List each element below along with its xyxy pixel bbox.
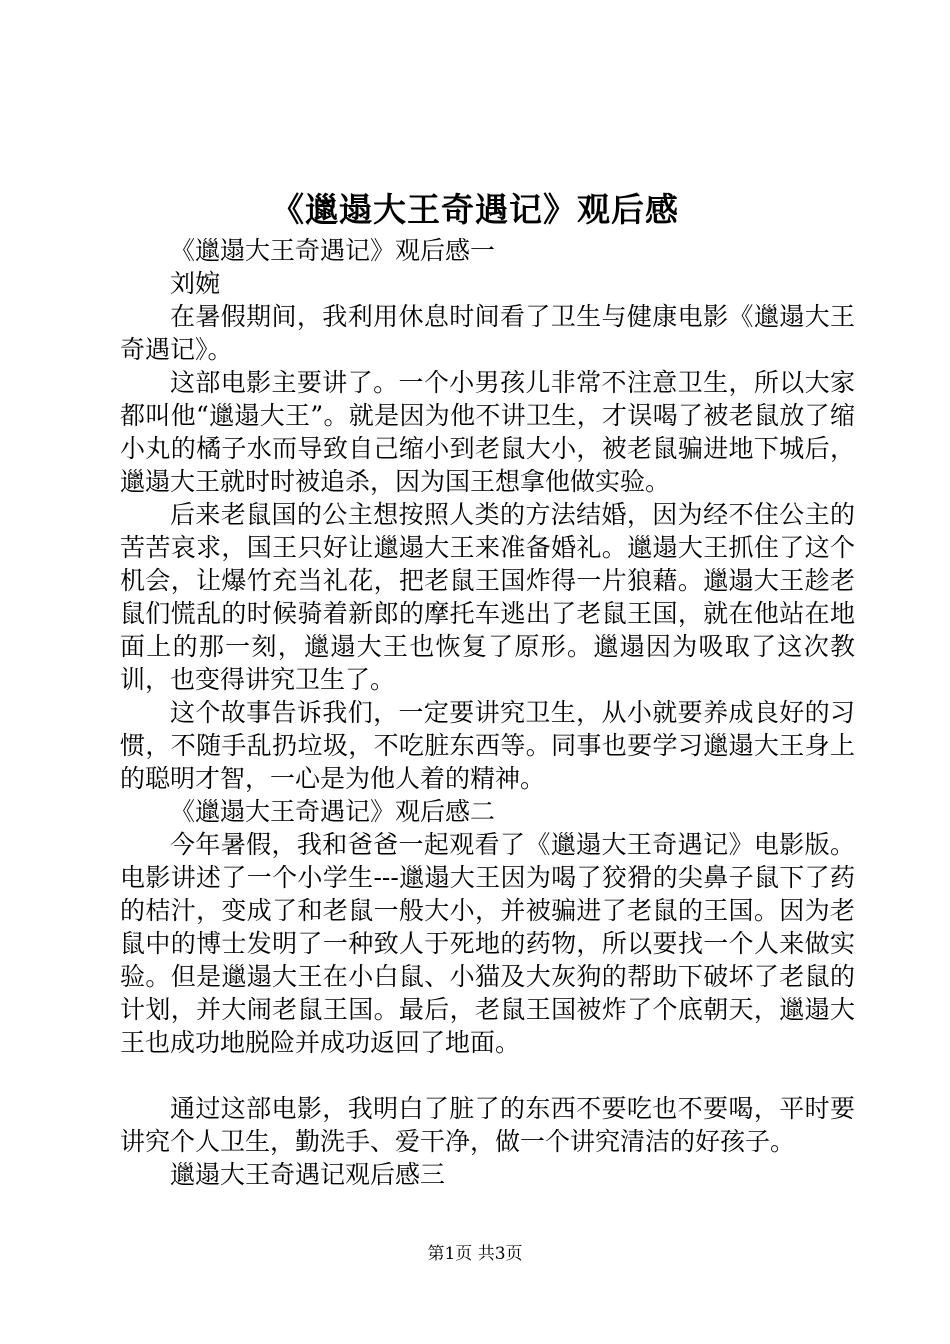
document-body [120,234,855,1191]
blank-line [120,1059,855,1092]
paragraph: 通过这部电影，我明白了脏了的东西不要吃也不要喝，平时要讲究个人卫生，勤洗手、爱干净，做一个讲究清洁的好孩子。 [120,1094,855,1156]
paragraph: 今年暑假，我和爸爸一起观看了《邋遢大王奇遇记》电影版。电影讲述了一个小学生---邋遢大王因为喝了狡猾的尖鼻子鼠下了药的桔汁，变成了和老鼠一般大小，并被骗进了老鼠的王国。因为老鼠中的博士发明了一种致人于死地的药物，所以要找一个人来做实验。但是邋遢大王在小白鼠、小猫及大灰狗的帮助下破坏了老鼠的计划，并大闹老鼠王国。最后，老鼠王国被炸了个底朝天，邋遢大王也成功地脱险并成功返回了地面。 [120,830,855,1057]
section-heading-2: 《邋遢大王奇遇记》观后感二 [170,797,496,826]
paragraph: 后来老鼠国的公主想按照人类的方法结婚，因为经不住公主的苦苦哀求，国王只好让邋遢大王来准备婚礼。邋遢大王抓住了这个机会，让爆竹充当礼花，把老鼠王国炸得一片狼藉。邋遢大王趁老鼠们慌乱的时候骑着新郎的摩托车逃出了老鼠王国，就在他站在地面上的那一刻，邋遢大王也恢复了原形。邋遢因为吸取了这次教训，也变得讲究卫生了。 [120,500,855,694]
paragraph: 这个故事告诉我们，一定要讲究卫生，从小就要养成良好的习惯，不随手乱扔垃圾，不吃脏东西等。同事也要学习邋遢大王身上的聪明才智，一心是为他人着的精神。 [120,698,855,793]
paragraph: 这部电影主要讲了。一个小男孩儿非常不注意卫生，所以大家都叫他“邋遢大王”。就是因为他不讲卫生，才误喝了被老鼠放了缩小丸的橘子水而导致自己缩小到老鼠大小，被老鼠骗进地下城后，邋遢大王就时时被追杀，因为国王想拿他做实验。 [120,368,855,496]
section-heading-3: 邋遢大王奇遇记观后感三 [170,1160,446,1189]
paragraph: 在暑假期间，我利用休息时间看了卫生与健康电影《邋遢大王奇遇记》。 [120,302,855,364]
document-title: 《邋遢大王奇遇记》观后感 [271,190,679,229]
page-number-footer: 第1页 共3页 [427,1244,523,1264]
section-heading-1: 《邋遢大王奇遇记》观后感一 [170,236,496,265]
author-name: 刘婉 [170,269,221,298]
